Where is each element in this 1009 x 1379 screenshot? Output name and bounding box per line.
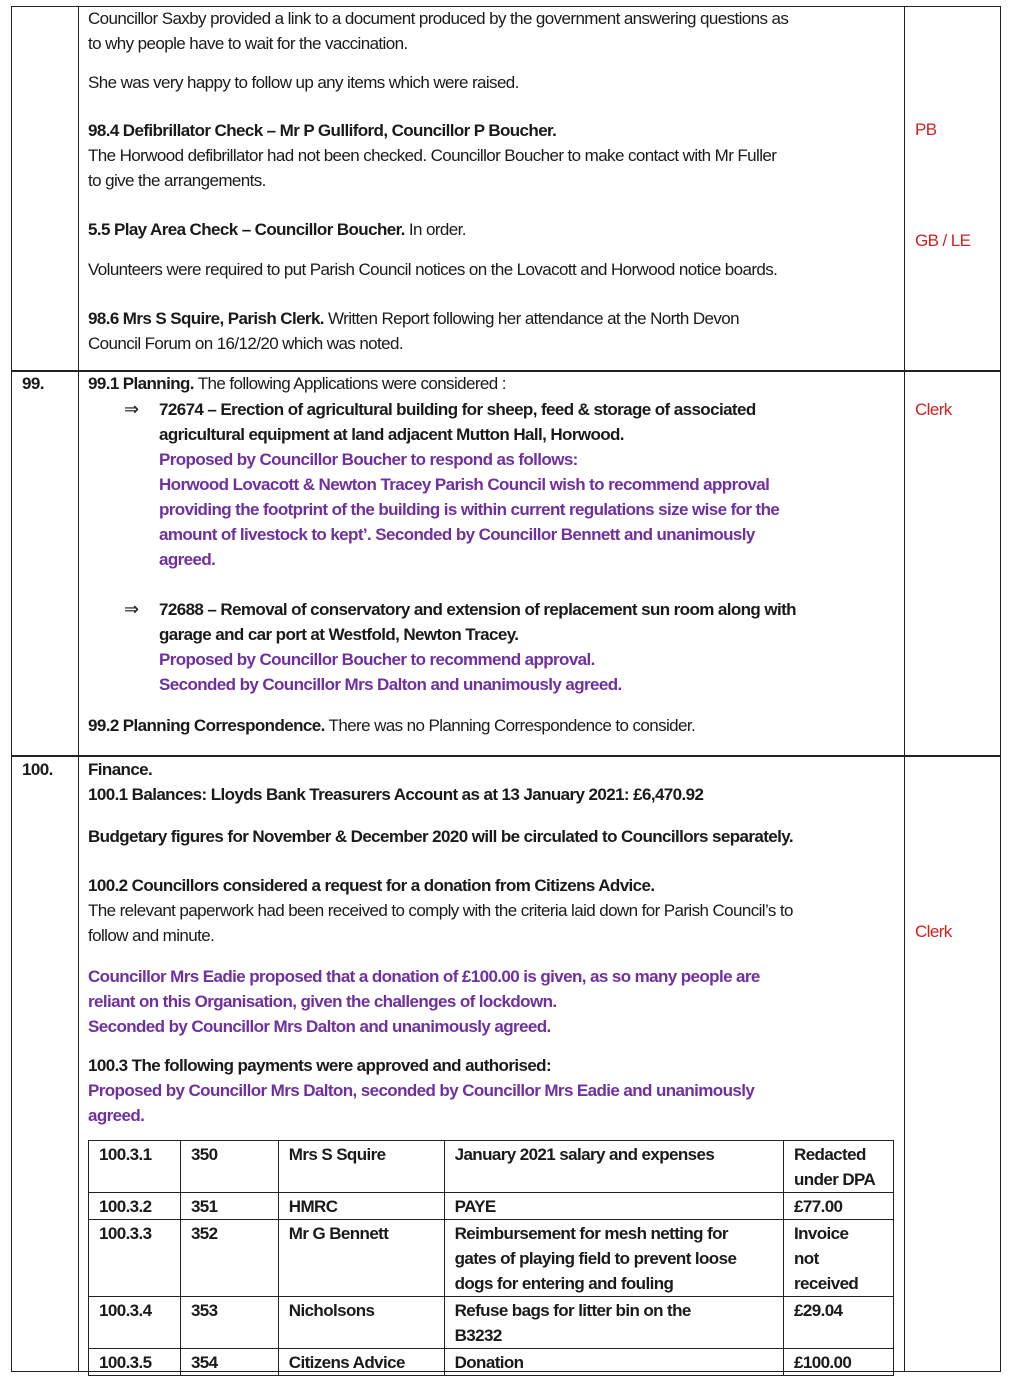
payments-table	[88, 1140, 894, 1376]
column-divider-number	[78, 6, 79, 1371]
application-2-resolution-1: Proposed by Councillor Boucher to recommend approval.	[159, 650, 595, 669]
payment-description: PAYE	[444, 1193, 783, 1220]
planning-correspondence-tail: There was no Planning Correspondence to consider.	[324, 716, 696, 735]
item-5-5-heading: 5.5 Play Area Check – Councillor Boucher.	[88, 220, 405, 239]
application-1-resolution-4: amount of livestock to kept’. Seconded by Councillor Bennett and unanimously	[159, 525, 755, 544]
payment-cheque: 353	[180, 1297, 278, 1349]
planning-correspondence-line	[88, 713, 695, 738]
arrow-icon: ⇒	[124, 399, 139, 419]
budgetary-line: Budgetary figures for November & December 2020 will be circulated to Councillors separately.	[88, 827, 794, 846]
table-row	[89, 1297, 894, 1349]
donation-resolution-1: Councillor Mrs Eadie proposed that a donation of £100.00 is given, as so many people are	[88, 967, 760, 986]
payment-cheque: 351	[180, 1193, 278, 1220]
action-clerk-100: Clerk	[915, 922, 952, 941]
application-1-line-2: agricultural equipment at land adjacent Mutton Hall, Horwood.	[159, 425, 624, 444]
payment-ref: 100.3.5	[89, 1349, 181, 1376]
action-gb-le: GB / LE	[915, 231, 971, 250]
table-row	[89, 1141, 894, 1193]
payment-payee: HMRC	[278, 1193, 444, 1220]
follow-up-text: She was very happy to follow up any items which were raised.	[88, 73, 519, 92]
payment-ref: 100.3.3	[89, 1220, 181, 1297]
application-1-resolution-5: agreed.	[159, 550, 216, 569]
item-98-6-body: Council Forum on 16/12/20 which was noted.	[88, 334, 403, 353]
item-98-4-body-2: to give the arrangements.	[88, 171, 266, 190]
balances-line: 100.1 Balances: Lloyds Bank Treasurers Account as at 13 January 2021: £6,470.92	[88, 785, 704, 804]
payment-description: January 2021 salary and expenses	[444, 1141, 783, 1193]
application-2-line-2: garage and car port at Westfold, Newton Tracey.	[159, 625, 519, 644]
table-row	[89, 1193, 894, 1220]
donation-body-1: The relevant paperwork had been received to comply with the criteria laid down for Parish Council’s to	[88, 901, 793, 920]
payment-payee: Citizens Advice	[278, 1349, 444, 1376]
item-98-6-heading: 98.6 Mrs S Squire, Parish Clerk.	[88, 309, 324, 328]
application-1-line-1: 72674 – Erection of agricultural building for sheep, feed & storage of associated	[159, 400, 756, 419]
payments-resolution-1: Proposed by Councillor Mrs Dalton, seconded by Councillor Mrs Eadie and unanimously	[88, 1081, 755, 1100]
payment-amount: £29.04	[784, 1297, 894, 1349]
planning-heading: 99.1 Planning.	[88, 374, 194, 393]
payment-ref: 100.3.4	[89, 1297, 181, 1349]
payment-description: Reimbursement for mesh netting for gates of playing field to prevent loose dogs for entering and fouling	[444, 1220, 783, 1297]
column-divider-action	[904, 6, 905, 1371]
payment-payee: Mrs S Squire	[278, 1141, 444, 1193]
item-5-5-tail: In order.	[404, 220, 466, 239]
application-2-line-1: 72688 – Removal of conservatory and extension of replacement sun room along with	[159, 600, 796, 619]
application-1-resolution-3: providing the footprint of the building is within current regulations size wise for the	[159, 500, 780, 519]
payment-cheque: 350	[180, 1141, 278, 1193]
planning-correspondence-heading: 99.2 Planning Correspondence.	[88, 716, 325, 735]
application-2-resolution-2: Seconded by Councillor Mrs Dalton and unanimously agreed.	[159, 675, 622, 694]
donation-resolution-2: reliant on this Organisation, given the challenges of lockdown.	[88, 992, 557, 1011]
payments-resolution-2: agreed.	[88, 1106, 145, 1125]
section-number-100: 100.	[22, 760, 53, 779]
item-5-5-line	[88, 217, 466, 242]
payment-cheque: 354	[180, 1349, 278, 1376]
planning-line	[88, 371, 506, 396]
application-1-resolution-1: Proposed by Councillor Boucher to respond as follows:	[159, 450, 578, 469]
item-98-4-body-1: The Horwood defibrillator had not been checked. Councillor Boucher to make contact with Mr Fuller	[88, 146, 777, 165]
payment-description: Refuse bags for litter bin on the B3232	[444, 1297, 783, 1349]
application-1-resolution-2: Horwood Lovacott & Newton Tracey Parish Council wish to recommend approval	[159, 475, 770, 494]
arrow-icon: ⇒	[124, 599, 139, 619]
payment-payee: Mr G Bennett	[278, 1220, 444, 1297]
payment-amount: £77.00	[784, 1193, 894, 1220]
donation-heading: 100.2 Councillors considered a request for a donation from Citizens Advice.	[88, 876, 655, 895]
action-clerk-99: Clerk	[915, 400, 952, 419]
payment-ref: 100.3.1	[89, 1141, 181, 1193]
action-pb: PB	[915, 120, 937, 139]
payment-cheque: 352	[180, 1220, 278, 1297]
planning-tail: The following Applications were considered :	[193, 374, 506, 393]
table-row	[89, 1220, 894, 1297]
table-row	[89, 1349, 894, 1376]
item-98-6-tail: Written Report following her attendance at the North Devon	[323, 309, 739, 328]
payment-amount: Invoice not received	[784, 1220, 894, 1297]
report-text-line-2: to why people have to wait for the vaccination.	[88, 34, 408, 53]
payment-description: Donation	[444, 1349, 783, 1376]
payment-ref: 100.3.2	[89, 1193, 181, 1220]
row-divider-100	[12, 755, 1000, 757]
payment-payee: Nicholsons	[278, 1297, 444, 1349]
item-5-5-body: Volunteers were required to put Parish Council notices on the Lovacott and Horwood notice boards.	[88, 260, 778, 279]
finance-heading: Finance.	[88, 760, 153, 779]
payment-amount: Redacted under DPA	[784, 1141, 894, 1193]
donation-body-2: follow and minute.	[88, 926, 215, 945]
item-98-6-line	[88, 306, 739, 331]
section-number-99: 99.	[22, 374, 44, 393]
donation-resolution-3: Seconded by Councillor Mrs Dalton and unanimously agreed.	[88, 1017, 551, 1036]
payment-amount: £100.00	[784, 1349, 894, 1376]
report-text-line-1: Councillor Saxby provided a link to a document produced by the government answering questions as	[88, 9, 789, 28]
payments-heading: 100.3 The following payments were approved and authorised:	[88, 1056, 552, 1075]
item-98-4-heading: 98.4 Defibrillator Check – Mr P Gulliford, Councillor P Boucher.	[88, 121, 557, 140]
